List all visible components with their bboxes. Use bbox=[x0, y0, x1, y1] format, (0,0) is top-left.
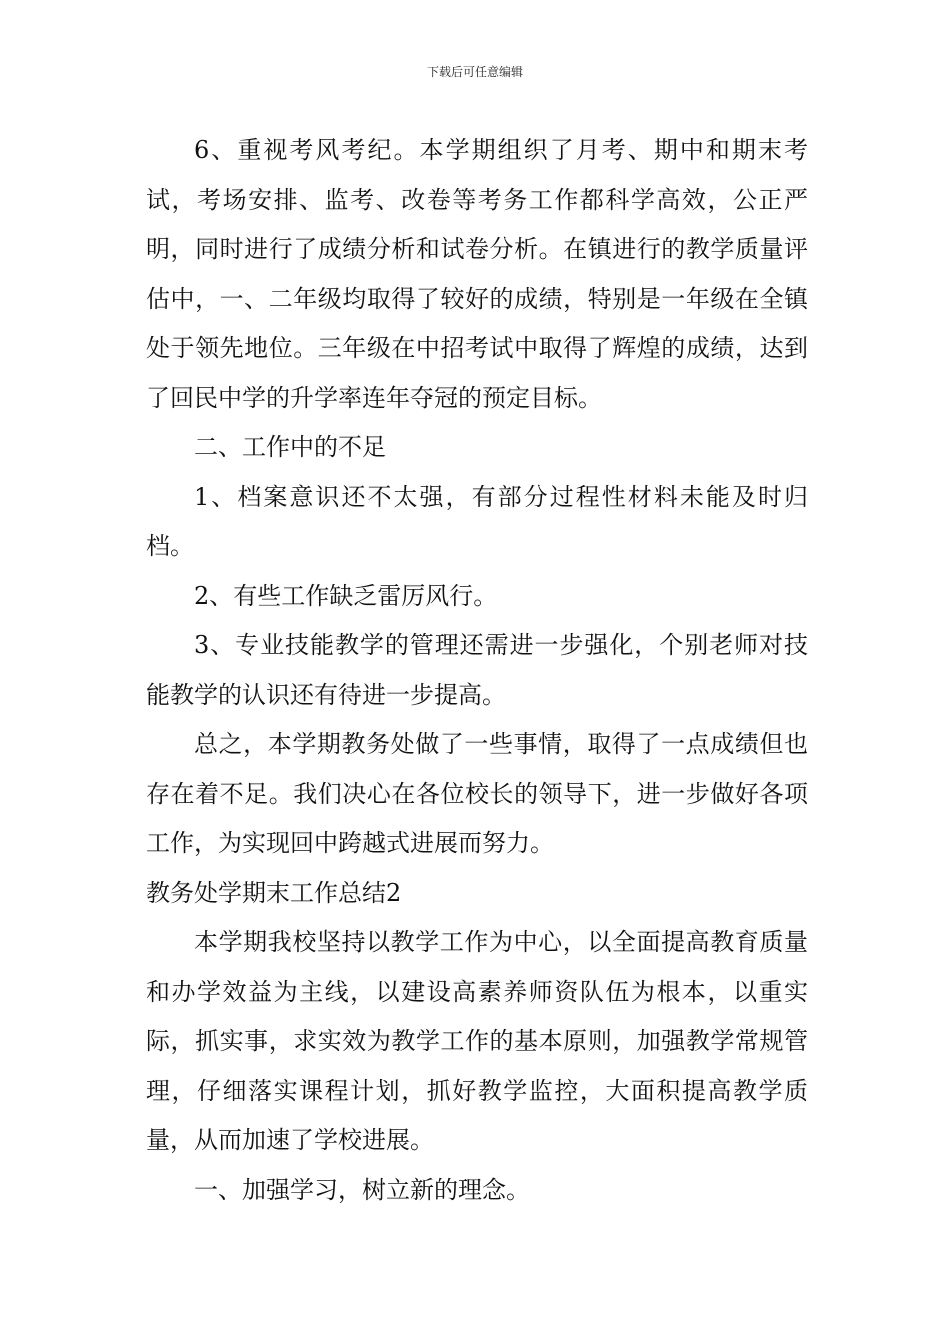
paragraph-work-efficiency: 2、有些工作缺乏雷厉风行。 bbox=[194, 581, 498, 610]
document-body bbox=[146, 126, 808, 1215]
paragraph-semester-intro: 本学期我校坚持以教学工作为中心，以全面提高教育质量和办学效益为主线，以建设高素养师资队伍为根本，以重实际，抓实事，求实效为教学工作的基本原则，加强教学常规管理，仔细落实课程计划，抓好教学监控，大面积提高教学质量，从而加速了学校进展。 bbox=[146, 928, 808, 1154]
paragraph-archive-awareness: 1、档案意识还不太强，有部分过程性材料未能及时归档。 bbox=[146, 482, 808, 560]
paragraph-skills-teaching: 3、专业技能教学的管理还需进一步强化，个别老师对技能教学的认识还有待进一步提高。 bbox=[146, 631, 808, 709]
section-heading-learning: 一、加强学习，树立新的理念。 bbox=[194, 1175, 530, 1204]
section-heading-shortcomings: 二、工作中的不足 bbox=[194, 433, 386, 461]
paragraph-exam-discipline: 6、重视考风考纪。本学期组织了月考、期中和期末考试，考场安排、监考、改卷等考务工作都科学高效，公正严明，同时进行了成绩分析和试卷分析。在镇进行的教学质量评估中，一、二年级均取得了较好的成绩，特别是一年级在全镇处于领先地位。三年级在中招考试中取得了辉煌的成绩，达到了回民中学的升学率连年夺冠的预定目标。 bbox=[146, 136, 808, 412]
document-title-summary-2: 教务处学期末工作总结2 bbox=[146, 878, 402, 907]
page-header: 下载后可任意编辑 bbox=[426, 65, 523, 79]
paragraph-conclusion: 总之，本学期教务处做了一些事情，取得了一点成绩但也存在着不足。我们决心在各位校长的领导下，进一步做好各项工作，为实现回中跨越式进展而努力。 bbox=[146, 730, 808, 857]
